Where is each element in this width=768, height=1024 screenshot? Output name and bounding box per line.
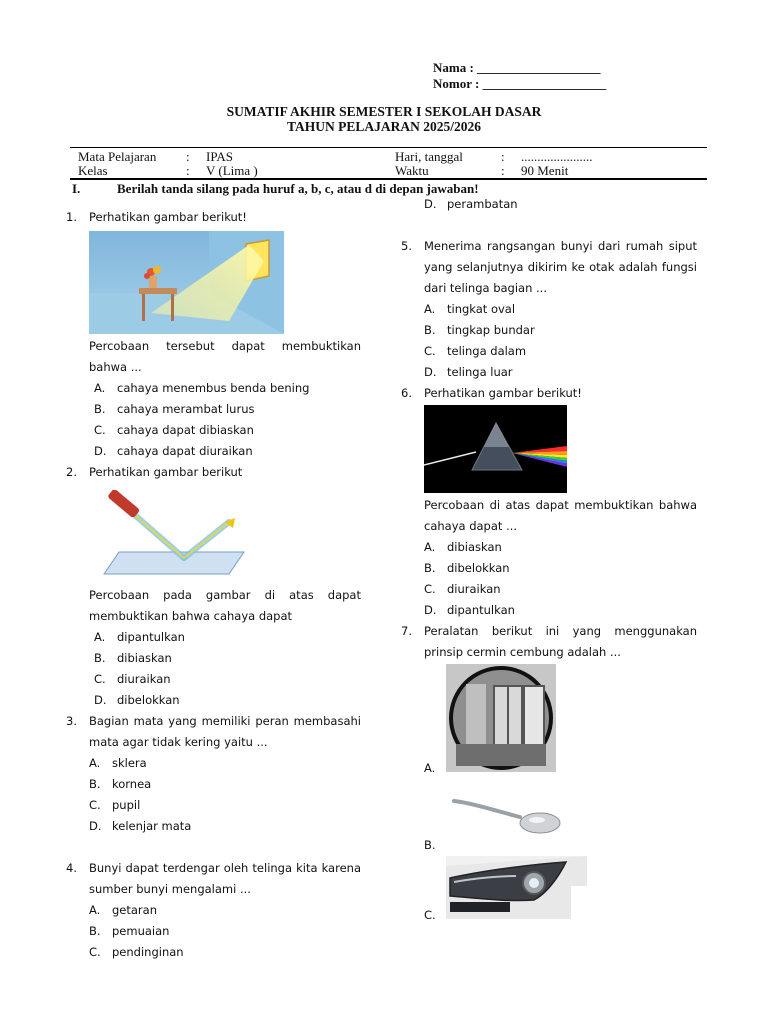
car-headlight-image xyxy=(446,856,587,919)
question-number: 1. xyxy=(66,210,77,224)
option-letter: D. xyxy=(94,693,107,707)
option-text: telinga luar xyxy=(447,365,513,379)
option-letter: D. xyxy=(424,603,437,617)
option-text: getaran xyxy=(112,903,157,917)
option-text: kelenjar mata xyxy=(112,819,192,833)
subject-colon: : xyxy=(186,149,190,164)
option-text: dibelokkan xyxy=(117,693,180,707)
option-c[interactable] xyxy=(424,905,447,926)
question-number: 7. xyxy=(401,624,412,638)
option-letter: D. xyxy=(424,365,437,379)
option-letter: C. xyxy=(424,582,436,596)
option-b[interactable] xyxy=(424,835,447,856)
option-letter: C. xyxy=(94,423,106,437)
question-text: Perhatikan gambar berikut xyxy=(89,465,243,479)
option-a[interactable] xyxy=(94,627,185,648)
option-text: dibelokkan xyxy=(447,561,510,575)
question-text: Bagian mata yang memiliki peran membasahi mata agar tidak kering yaitu ... xyxy=(89,714,361,749)
option-c[interactable] xyxy=(89,942,184,963)
option-text: pemuaian xyxy=(112,924,170,938)
section-instruction: Berilah tanda silang pada huruf a, b, c, atau d di depan jawaban! xyxy=(117,181,479,196)
room-light-image xyxy=(89,231,284,334)
date-value: ...................... xyxy=(521,149,593,164)
option-text: tingkat oval xyxy=(447,302,516,316)
option-text: dibiaskan xyxy=(117,651,172,665)
option-text: telinga dalam xyxy=(447,344,527,358)
option-letter: C. xyxy=(424,344,436,358)
option-letter: B. xyxy=(94,402,106,416)
class-colon: : xyxy=(186,163,190,178)
option-a[interactable] xyxy=(89,900,157,921)
option-letter: A. xyxy=(89,903,101,917)
option-letter: A. xyxy=(424,761,436,775)
question-number: 4. xyxy=(66,861,77,875)
question-text: Menerima rangsangan bunyi dari rumah siput yang selanjutnya dikirim ke otak adalah fungsi dari telinga bagian ... xyxy=(424,239,697,295)
option-c[interactable] xyxy=(94,669,171,690)
option-a[interactable] xyxy=(424,299,515,320)
option-a[interactable] xyxy=(94,378,309,399)
option-text: cahaya merambat lurus xyxy=(117,402,255,416)
option-b[interactable] xyxy=(94,399,254,420)
option-letter: A. xyxy=(94,630,106,644)
option-letter: C. xyxy=(424,908,436,922)
option-letter: C. xyxy=(89,798,101,812)
question-number: 3. xyxy=(66,714,77,728)
mirror-reflection-image xyxy=(89,490,264,580)
question-number: 2. xyxy=(66,465,77,479)
option-b[interactable] xyxy=(424,558,510,579)
option-letter: B. xyxy=(89,924,101,938)
time-value: 90 Menit xyxy=(521,163,569,178)
option-letter: B. xyxy=(424,561,436,575)
name-field[interactable]: Nama : ___________________ xyxy=(433,60,601,75)
option-letter: A. xyxy=(424,540,436,554)
spoon-image xyxy=(452,793,562,835)
option-text: cahaya menembus benda bening xyxy=(117,381,310,395)
option-letter: A. xyxy=(424,302,436,316)
question-number: 5. xyxy=(401,239,412,253)
option-b[interactable] xyxy=(89,774,151,795)
option-text: diuraikan xyxy=(117,672,171,686)
page-title: SUMATIF AKHIR SEMESTER I SEKOLAH DASAR xyxy=(226,104,542,119)
option-a[interactable] xyxy=(424,758,447,779)
option-c[interactable] xyxy=(424,341,526,362)
date-label: Hari, tanggal xyxy=(395,149,463,164)
option-letter: A. xyxy=(94,381,106,395)
option-d[interactable] xyxy=(424,362,513,383)
option-d[interactable] xyxy=(424,194,518,215)
section-number: I. xyxy=(72,181,81,196)
option-text: diuraikan xyxy=(447,582,501,596)
option-d[interactable] xyxy=(94,690,180,711)
option-letter: C. xyxy=(94,672,106,686)
subject-label: Mata Pelajaran xyxy=(78,149,157,164)
option-text: tingkap bundar xyxy=(447,323,535,337)
time-colon: : xyxy=(501,163,505,178)
option-letter: B. xyxy=(424,323,436,337)
option-b[interactable] xyxy=(94,648,172,669)
option-letter: C. xyxy=(89,945,101,959)
option-text: dipantulkan xyxy=(447,603,515,617)
option-text: pupil xyxy=(112,798,141,812)
option-text: cahaya dapat dibiaskan xyxy=(117,423,254,437)
question-followup: Percobaan pada gambar di atas dapat membuktikan bahwa cahaya dapat xyxy=(89,588,361,623)
option-text: dibiaskan xyxy=(447,540,502,554)
option-text: cahaya dapat diuraikan xyxy=(117,444,253,458)
question-followup: Percobaan di atas dapat membuktikan bahwa cahaya dapat ... xyxy=(424,498,697,533)
option-b[interactable] xyxy=(424,320,535,341)
info-bottom-rule xyxy=(70,178,707,180)
option-letter: B. xyxy=(424,838,436,852)
question-text: Perhatikan gambar berikut! xyxy=(89,210,247,224)
option-c[interactable] xyxy=(89,795,140,816)
time-label: Waktu xyxy=(395,163,429,178)
option-letter: D. xyxy=(89,819,102,833)
option-c[interactable] xyxy=(424,579,501,600)
info-top-rule xyxy=(70,147,707,148)
option-text: sklera xyxy=(112,756,147,770)
option-text: perambatan xyxy=(447,197,518,211)
question-text: Peralatan berikut ini yang menggunakan prinsip cermin cembung adalah ... xyxy=(424,624,697,659)
round-mirror-image xyxy=(446,664,556,772)
class-value: V (Lima ) xyxy=(206,163,258,178)
option-text: dipantulkan xyxy=(117,630,185,644)
option-letter: D. xyxy=(424,197,437,211)
option-a[interactable] xyxy=(424,537,502,558)
page-subtitle: TAHUN PELAJARAN 2025/2026 xyxy=(286,119,481,134)
option-a[interactable] xyxy=(89,753,147,774)
option-text: pendinginan xyxy=(112,945,184,959)
question-number: 6. xyxy=(401,386,412,400)
question-text: Bunyi dapat terdengar oleh telinga kita karena sumber bunyi mengalami ... xyxy=(89,861,361,896)
option-letter: D. xyxy=(94,444,107,458)
question-text: Perhatikan gambar berikut! xyxy=(424,386,582,400)
option-d[interactable] xyxy=(89,816,191,837)
option-letter: B. xyxy=(94,651,106,665)
option-d[interactable] xyxy=(424,600,515,621)
prism-image xyxy=(424,405,567,493)
number-field[interactable]: Nomor : ___________________ xyxy=(433,76,607,91)
question-followup: Percobaan tersebut dapat membuktikan bahwa ... xyxy=(89,339,361,374)
class-label: Kelas xyxy=(78,163,108,178)
option-letter: A. xyxy=(89,756,101,770)
option-text: kornea xyxy=(112,777,152,791)
subject-value: IPAS xyxy=(206,149,233,164)
option-d[interactable] xyxy=(94,441,253,462)
option-b[interactable] xyxy=(89,921,169,942)
option-letter: B. xyxy=(89,777,101,791)
option-c[interactable] xyxy=(94,420,254,441)
date-colon: : xyxy=(501,149,505,164)
